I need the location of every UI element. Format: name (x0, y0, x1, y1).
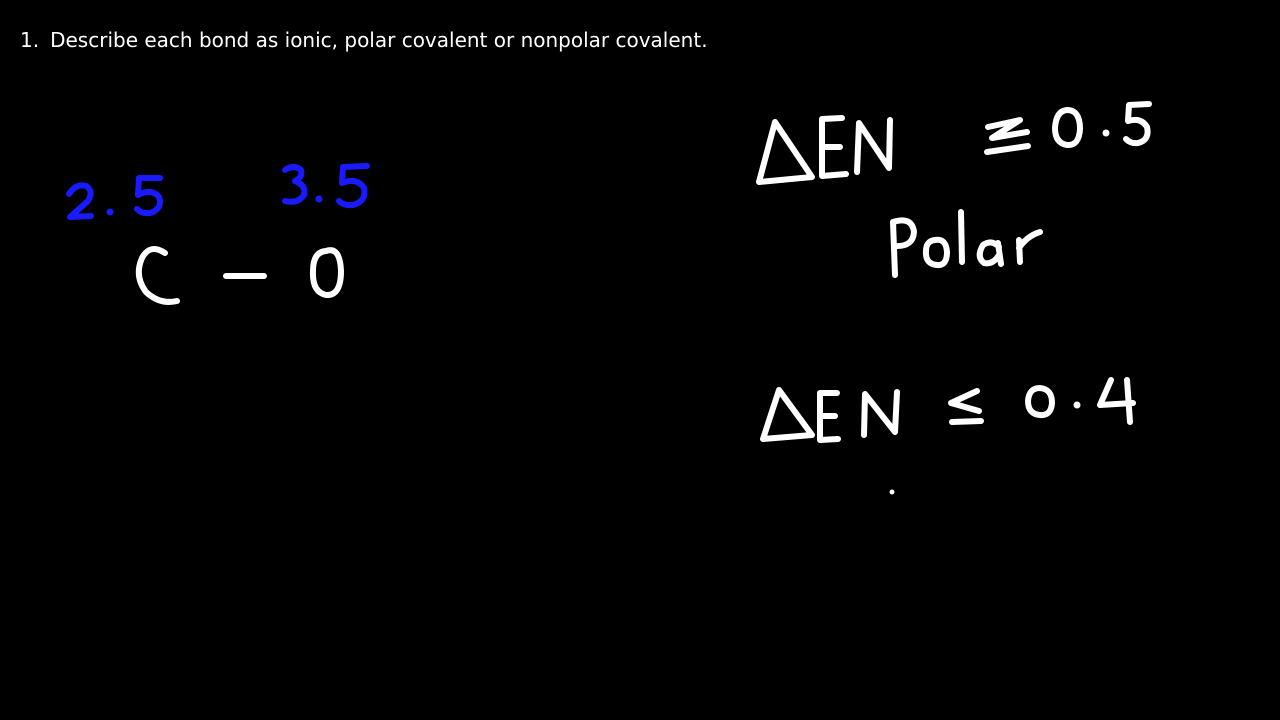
digit-zero (1028, 388, 1052, 415)
electronegativity-oxygen (285, 166, 367, 205)
question-text: Describe each bond as ionic, polar covalent or nonpolar covalent. (50, 28, 708, 52)
letter-l (961, 212, 962, 262)
atom-oxygen (313, 250, 341, 295)
rule-polar-result (893, 212, 1040, 275)
digit-five (1126, 104, 1149, 143)
letter-n (864, 392, 897, 435)
letter-n (857, 120, 890, 172)
atom-carbon (139, 249, 177, 302)
pen-dot-mark (890, 490, 895, 495)
greater-equal-symbol (987, 120, 1028, 152)
delta-symbol (763, 390, 812, 439)
letter-a (980, 242, 1001, 264)
letter-r (1019, 232, 1040, 262)
letter-p (893, 220, 914, 275)
less-equal-symbol (951, 391, 981, 422)
bond-formula (139, 249, 341, 302)
digit-four (1100, 380, 1133, 422)
rule-polar-expression (759, 104, 1149, 182)
letter-e (822, 118, 846, 176)
question-number: 1. (20, 28, 40, 52)
letter-e (820, 393, 838, 440)
delta-symbol (759, 122, 812, 182)
electronegativity-carbon (69, 178, 160, 217)
rule-nonpolar-expression (763, 380, 1133, 440)
letter-o (926, 240, 947, 265)
digit-zero (1055, 110, 1080, 145)
